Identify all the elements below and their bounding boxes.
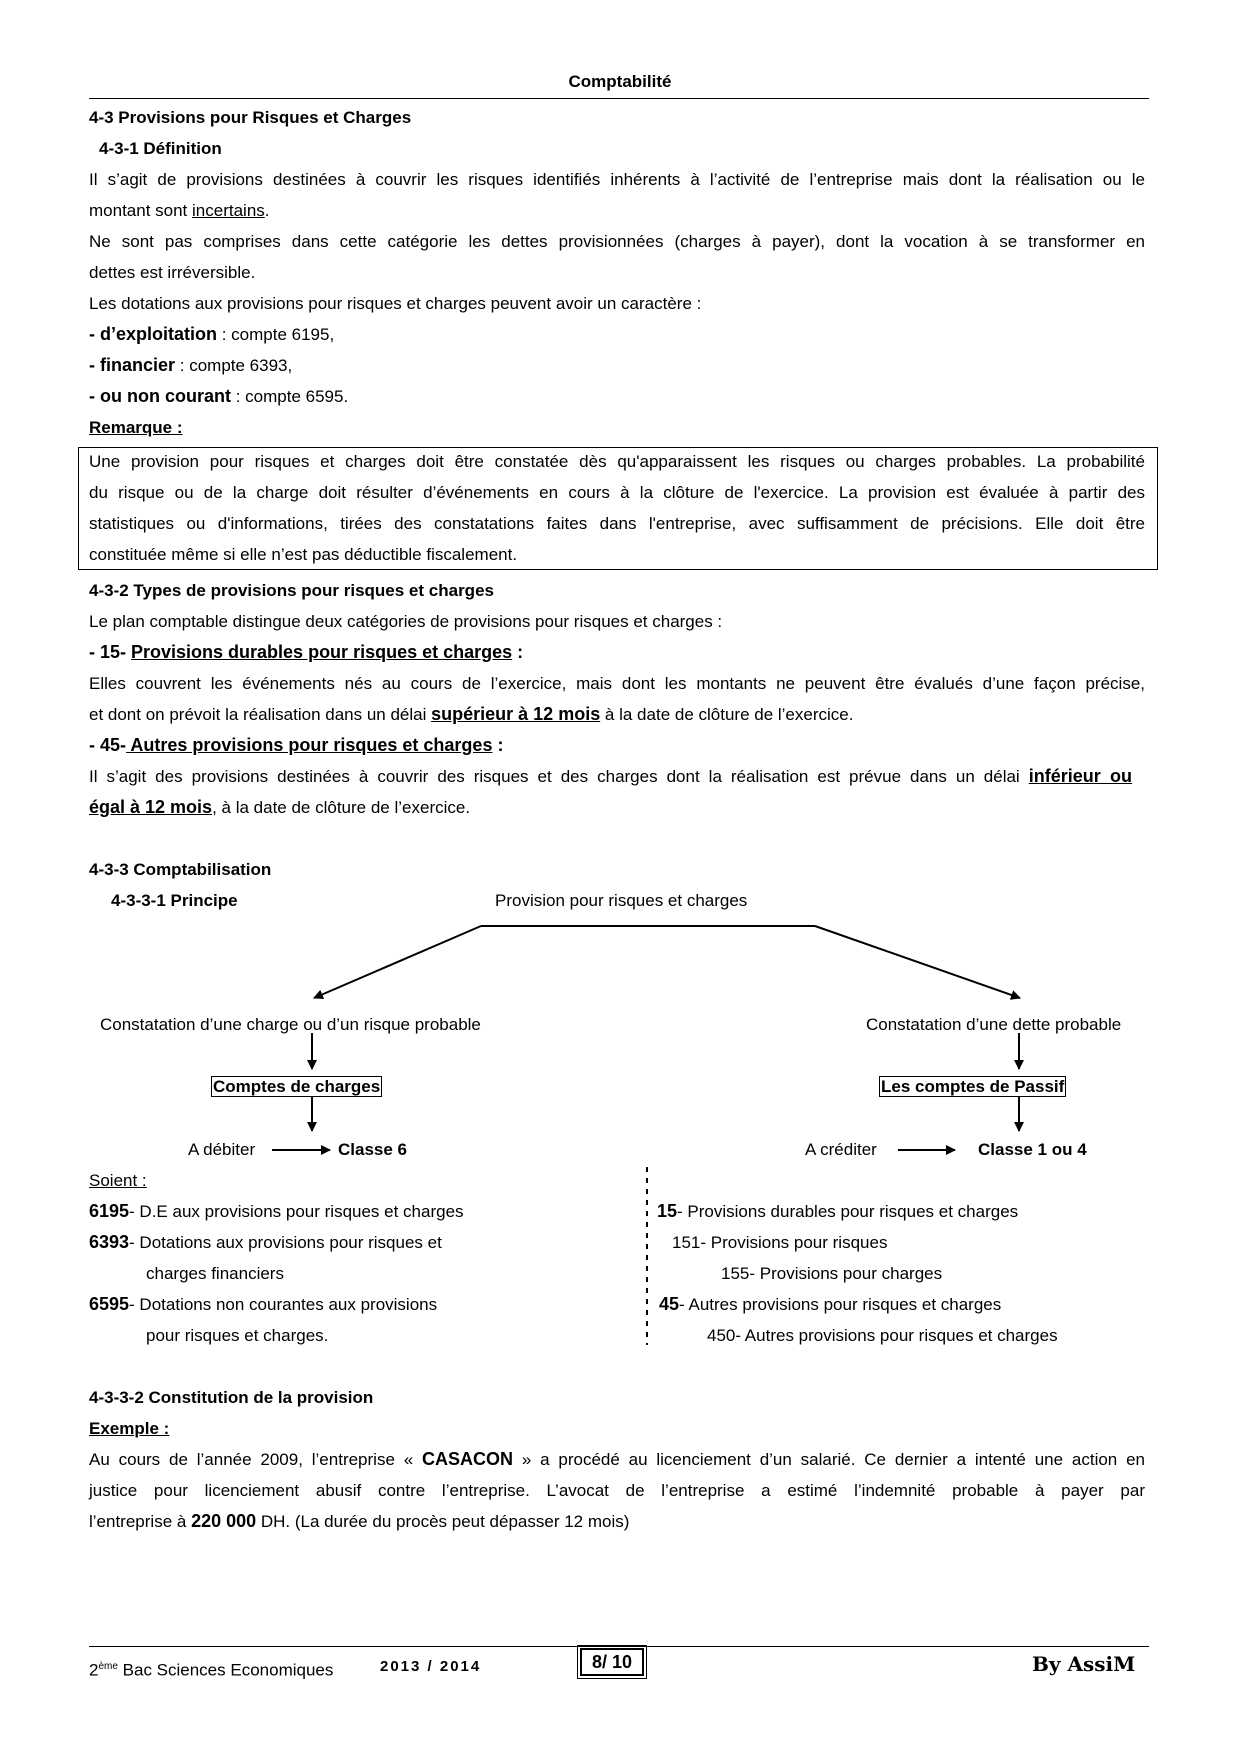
exemple-paragraph [89, 1444, 1145, 1537]
header-title: Comptabilité [568, 72, 672, 91]
diagram-left-arrow [314, 926, 481, 998]
diagram-right-label: Constatation d’une dette probable [866, 1015, 1122, 1034]
text-span: - 45- [89, 735, 127, 755]
account-label: - D.E aux provisions pour risques et charges [129, 1202, 464, 1221]
definition-line-1: Il s’agit de provisions destinées à couvrir les risques identifiés inhérents à l’activité de l’entreprise mais dont la réalisation ou le [89, 170, 1145, 189]
constitution-title: 4-3-3-2 Constitution de la provision [89, 1388, 374, 1407]
account-label: - Provisions durables pour risques et charges [677, 1202, 1019, 1221]
account-6595-cont: pour risques et charges. [146, 1326, 329, 1345]
list-label: - d’exploitation [89, 324, 217, 344]
diagram-left-class: Classe 6 [338, 1140, 407, 1159]
footer-rule [89, 1646, 1149, 1647]
text-span: : [492, 735, 504, 755]
account-label: - Autres provisions pour risques et charges [679, 1295, 1002, 1314]
account-number: 45 [659, 1294, 680, 1314]
text-span: Il s’agit des provisions destinées à couvrir des risques et des charges dont la réalisation est prévue dans un délai [89, 767, 1029, 786]
account-155: 155- Provisions pour charges [721, 1264, 943, 1283]
account-number: 6195 [89, 1201, 130, 1221]
remarque-line-2: du risque ou de la charge doit résulter d’événements en cours à la clôture de l'exercice. La provision est évaluée à partir des [89, 483, 1145, 502]
account-45 [659, 1289, 1001, 1320]
account-6195 [89, 1196, 464, 1227]
type-15-title: Provisions durables pour risques et charges [131, 642, 513, 662]
level-superscript: ème [98, 1661, 118, 1672]
footer-author: By AssiM [1032, 1652, 1136, 1676]
text-span: DH. (La durée du procès peut dépasser 12 mois) [256, 1512, 630, 1531]
soient-label: Soient : [89, 1171, 147, 1190]
egal-text: égal à 12 mois [89, 797, 213, 817]
remarque-line-4: constituée même si elle n’est pas déductible fiscalement. [89, 545, 518, 564]
footer-page [580, 1652, 644, 1673]
diagram-right-arrow [815, 926, 1020, 998]
company-name: CASACON [422, 1449, 514, 1469]
list-label: - ou non courant [89, 386, 231, 406]
account-151: 151- Provisions pour risques [672, 1233, 888, 1252]
list-text: : compte 6595. [230, 387, 349, 406]
diagram-right-class: Classe 1 ou 4 [978, 1140, 1087, 1159]
diagram-right-box [879, 1071, 1066, 1102]
account-number: 6393 [89, 1232, 130, 1252]
text-span: , à la date de clôture de l’exercice. [212, 798, 471, 817]
remarque-line-1: Une provision pour risques et charges doit être constatée dès qu'apparaissent les risques ou charges probables. La probabilité [89, 452, 1145, 471]
text-span: - 15- [89, 642, 132, 662]
text-span: et dont on prévoit la réalisation dans un délai [89, 705, 432, 724]
exemple-label: Exemple : [89, 1419, 170, 1438]
account-6595 [89, 1289, 437, 1320]
footer-year: 2013 / 2014 [380, 1658, 482, 1675]
comptes-de-charges-box: Comptes de charges [213, 1077, 381, 1096]
definition-line-3: Ne sont pas comprises dans cette catégorie les dettes provisionnées (charges à payer), dont la vocation à se transformer en [89, 232, 1145, 251]
account-number: 6595 [89, 1294, 130, 1314]
remarque-line-3: statistiques ou d'informations, tirées des constatations faites dans l'entreprise, avec suffisamment de précisions. Elle doit être [89, 514, 1145, 533]
exemple-line-3 [89, 1506, 1145, 1537]
level-text: Bac Sciences Economiques [117, 1660, 334, 1680]
list-label: - financier [89, 355, 176, 375]
exemple-line-2: justice pour licenciement abusif contre l’entreprise. L’avocat de l’entreprise a estimé l’indemnité probable à payer par [89, 1481, 1145, 1500]
account-450: 450- Autres provisions pour risques et charges [707, 1326, 1058, 1345]
definition-line-4: dettes est irréversible. [89, 263, 256, 282]
account-6393-cont: charges financiers [146, 1264, 284, 1283]
text-span: à la date de clôture de l’exercice. [600, 705, 854, 724]
diagram-top-label: Provision pour risques et charges [495, 891, 748, 910]
diagram-left-box [211, 1071, 382, 1102]
list-text: : compte 6393, [175, 356, 293, 375]
text-span: montant sont [89, 201, 193, 220]
footer-level [89, 1654, 333, 1684]
account-label: - Dotations non courantes aux provisions [129, 1295, 438, 1314]
types-intro: Le plan comptable distingue deux catégories de provisions pour risques et charges : [89, 612, 723, 631]
diagram-credit-label: A créditer [805, 1140, 877, 1159]
superieur-text: supérieur à 12 mois [431, 704, 601, 724]
comptes-de-passif-box: Les comptes de Passif [881, 1077, 1065, 1096]
text-span: : [512, 642, 524, 662]
diagram-left-label: Constatation d’une charge ou d’un risque probable [100, 1015, 481, 1034]
incertains-text: incertains [192, 201, 265, 220]
account-number: 15 [657, 1201, 678, 1221]
comptabilisation-title: 4-3-3 Comptabilisation [89, 860, 272, 879]
list-text: : compte 6195, [217, 325, 335, 344]
text-span: » a procédé au licenciement d’un salarié. Ce dernier a intenté une action en [513, 1450, 1145, 1469]
level-number: 2 [89, 1660, 99, 1680]
remarque-label: Remarque : [89, 418, 183, 437]
text-span: l’entreprise à [89, 1512, 192, 1531]
account-label: - Dotations aux provisions pour risques et [129, 1233, 442, 1252]
section-title: 4-3 Provisions pour Risques et Charges [89, 108, 412, 127]
account-15 [657, 1196, 1018, 1227]
inferieur-text: inférieur ou [1028, 766, 1133, 786]
definition-title: 4-3-1 Définition [99, 139, 222, 158]
exemple-line-1 [89, 1444, 1145, 1475]
definition-line-5: Les dotations aux provisions pour risques et charges peuvent avoir un caractère : [89, 294, 702, 313]
diagram-debit-label: A débiter [188, 1140, 256, 1159]
account-6393 [89, 1227, 442, 1258]
principe-title: 4-3-3-1 Principe [111, 891, 238, 910]
text-span: Au cours de l’année 2009, l’entreprise « [89, 1450, 422, 1469]
type-45-title: Autres provisions pour risques et charges [126, 735, 493, 755]
page-number: 8/ 10 [580, 1648, 644, 1676]
type-15-line-1: Elles couvrent les événements nés au cours de l’exercice, mais dont les montants ne peuvent être évalués d’une façon précise, [89, 674, 1145, 693]
amount: 220 000 [191, 1511, 257, 1531]
text-span: . [264, 201, 270, 220]
types-title: 4-3-2 Types de provisions pour risques et charges [89, 581, 494, 600]
